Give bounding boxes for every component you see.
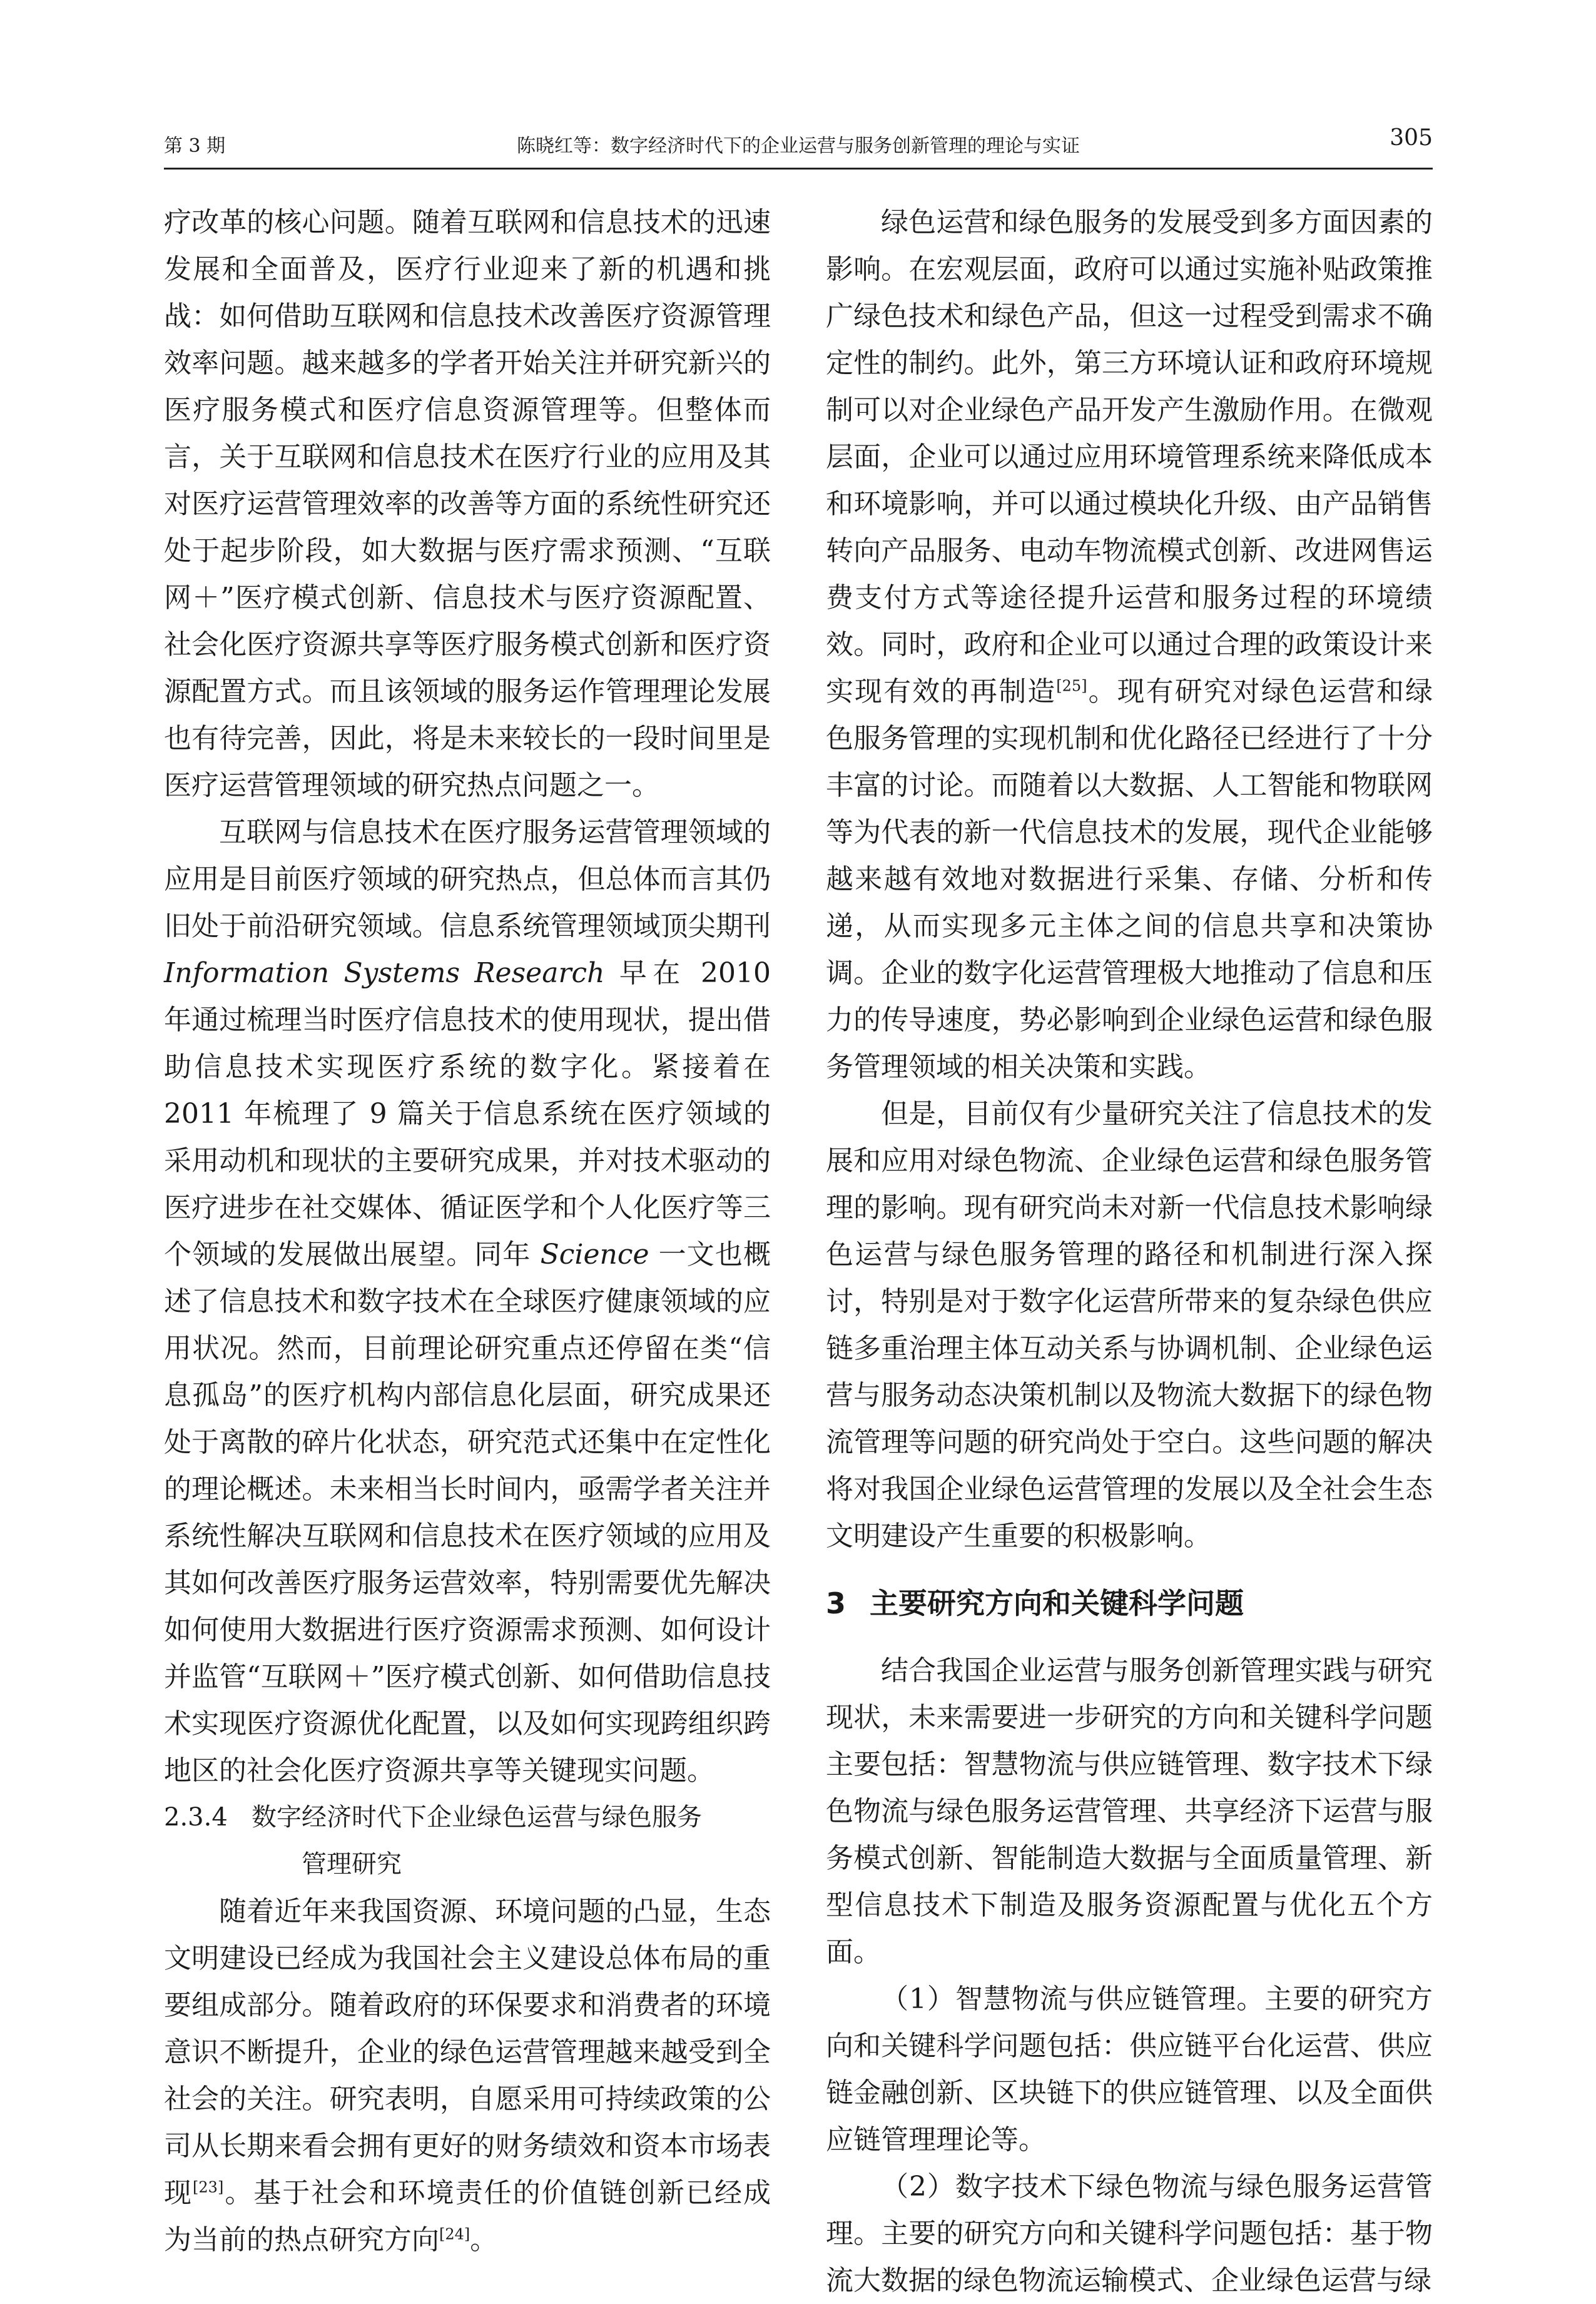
citation: [24] [439,2225,470,2243]
section-heading [826,1585,1433,1622]
paragraph: 疗改革的核心问题。随着互联网和信息技术的迅速发展和全面普及，医疗行业迎来了新的机遇和挑战：如何借助互联网和信息技术改善医疗资源管理效率问题。越来越多的学者开始关注并研究新兴的医疗服务模式和医疗信息资源管理等。但整体而言，关于互联网和信息技术在医疗行业的应用及其对医疗运营管理效率的改善等方面的系统性研究还处于起步阶段，如大数据与医疗需求预测、“互联网＋”医疗模式创新、信息技术与医疗资源配置、社会化医疗资源共享等医疗服务模式创新和医疗资源配置方式。而且该领域的服务运作管理理论发展也有待完善，因此，将是未来较长的一段时间里是医疗运营管理领域的研究热点问题之一。 [164,206,771,801]
left-column [164,199,771,2263]
text-run: 随着近年来我国资源、环境问题的凸显，生态文明建设已经成为我国社会主义建设总体布局的重要组成部分。随着政府的环保要求和消费者的环境意识不断提升，企业的绿色运营管理越来越受到全社会的关注。研究表明，自愿采用可持续政策的公司从长期来看会拥有更好的财务绩效和资本市场表现 [164,1895,771,2209]
text-run: 绿色运营和绿色服务的发展受到多方面因素的影响。在宏观层面，政府可以通过实施补贴政策推广绿色技术和绿色产品，但这一过程受到需求不确定性的制约。此外，第三方环境认证和政府环境规制可以对企业绿色产品开发产生激励作用。在微观层面，企业可以通过应用环境管理系统来降低成本和环境影响，并可以通过模块化升级、由产品销售转向产品服务、电动车物流模式创新、改进网售运费支付方式等途径提升运营和服务过程的环境绩效。同时，政府和企业可以通过合理的政策设计来实现有效的再制造 [826,206,1433,708]
subsection-heading [164,1794,771,1888]
page-number: 305 [1390,125,1433,151]
text-run: 。 [470,2224,498,2256]
paragraph [164,809,771,1794]
paragraph [826,199,1433,1090]
running-header [164,125,1433,163]
text-run: 互联网与信息技术在医疗服务运营管理领域的应用是目前医疗领域的研究热点，但总体而言其仍旧处于前沿研究领域。信息系统管理领域顶尖期刊 [164,816,771,942]
subsection-title: 数字经济时代下企业绿色运营与绿色服务 [252,1803,702,1832]
journal-name: Science [540,1239,649,1271]
citation: [23] [193,2178,224,2196]
right-column [826,199,1433,2304]
paragraph: 但是，目前仅有少量研究关注了信息技术的发展和应用对绿色物流、企业绿色运营和绿色服务管理的影响。现有研究尚未对新一代信息技术影响绿色运营与绿色服务管理的路径和机制进行深入探讨，特别是对于数字化运营所带来的复杂绿色供应链多重治理主体互动关系与协调机制、企业绿色运营与服务动态决策机制以及物流大数据下的绿色物流管理等问题的研究尚处于空白。这些问题的解决将对我国企业绿色运营管理的发展以及全社会生态文明建设产生重要的积极影响。 [826,1098,1433,1552]
running-title: 陈晓红等：数字经济时代下的企业运营与服务创新管理的理论与实证 [517,135,1080,157]
section-number: 3 [826,1586,846,1620]
section-title: 主要研究方向和关键科学问题 [870,1586,1244,1620]
subsection-number: 2.3.4 [164,1803,228,1832]
paragraph [164,1888,771,2263]
text-run: 早在 2010 年通过梳理当时医疗信息技术的使用现状，提出借助信息技术实现医疗系统的数字化。紧接着在 2011 年梳理了 9 篇关于信息系统在医疗领域的采用动机和现状的主要研究成果，并对技术驱动的医疗进步在社交媒体、循证医学和个人化医疗等三个领域的发展做出展望。同年 [164,957,771,1271]
text-run: 一文也概述了信息技术和数字技术在全球医疗健康领域的应用状况。然而，目前理论研究重点还停留在类“信息孤岛”的医疗机构内部信息化层面，研究成果还处于离散的碎片化状态，研究范式还集中在定性化的理论概述。未来相当长时间内，亟需学者关注并系统性解决互联网和信息技术在医疗领域的应用及其如何改善医疗服务运营效率，特别需要优先解决如何使用大数据进行医疗资源需求预测、如何设计并监管“互联网＋”医疗模式创新、如何借助信息技术实现医疗资源优化配置，以及如何实现跨组织跨地区的社会化医疗资源共享等关键现实问题。 [164,1239,771,1787]
paragraph: 结合我国企业运营与服务创新管理实践与研究现状，未来需要进一步研究的方向和关键科学问题主要包括：智慧物流与供应链管理、数字技术下绿色物流与绿色服务运营管理、共享经济下运营与服务模式创新、智能制造大数据与全面质量管理、新型信息技术下制造及服务资源配置与优化五个方面。 [826,1655,1433,1968]
paragraph: （2）数字技术下绿色物流与绿色服务运营管理。主要的研究方向和关键科学问题包括：基于物流大数据的绿色物流运输模式、企业绿色运营与绿 [826,2171,1433,2296]
subsection-title-cont: 管理研究 [302,1850,402,1879]
paragraph: （1）智慧物流与供应链管理。主要的研究方向和关键科学问题包括：供应链平台化运营、供应链金融创新、区块链下的供应链管理、以及全面供应链管理理论等。 [826,1983,1433,2156]
citation: [25] [1056,677,1087,695]
text-run: 。基于社会和环境责任的价值链创新已经成为当前的热点研究方向 [164,2177,771,2256]
issue-label: 第 3 期 [164,135,226,157]
header-rule [164,168,1433,170]
journal-name: Information Systems Research [164,957,605,989]
text-run: 。现有研究对绿色运营和绿色服务管理的实现机制和优化路径已经进行了十分丰富的讨论。而随着以大数据、人工智能和物联网等为代表的新一代信息技术的发展，现代企业能够越来越有效地对数据进行采集、存储、分析和传递，从而实现多元主体之间的信息共享和决策协调。企业的数字化运营管理极大地推动了信息和压力的传导速度，势必影响到企业绿色运营和绿色服务管理领域的相关决策和实践。 [826,676,1433,1083]
